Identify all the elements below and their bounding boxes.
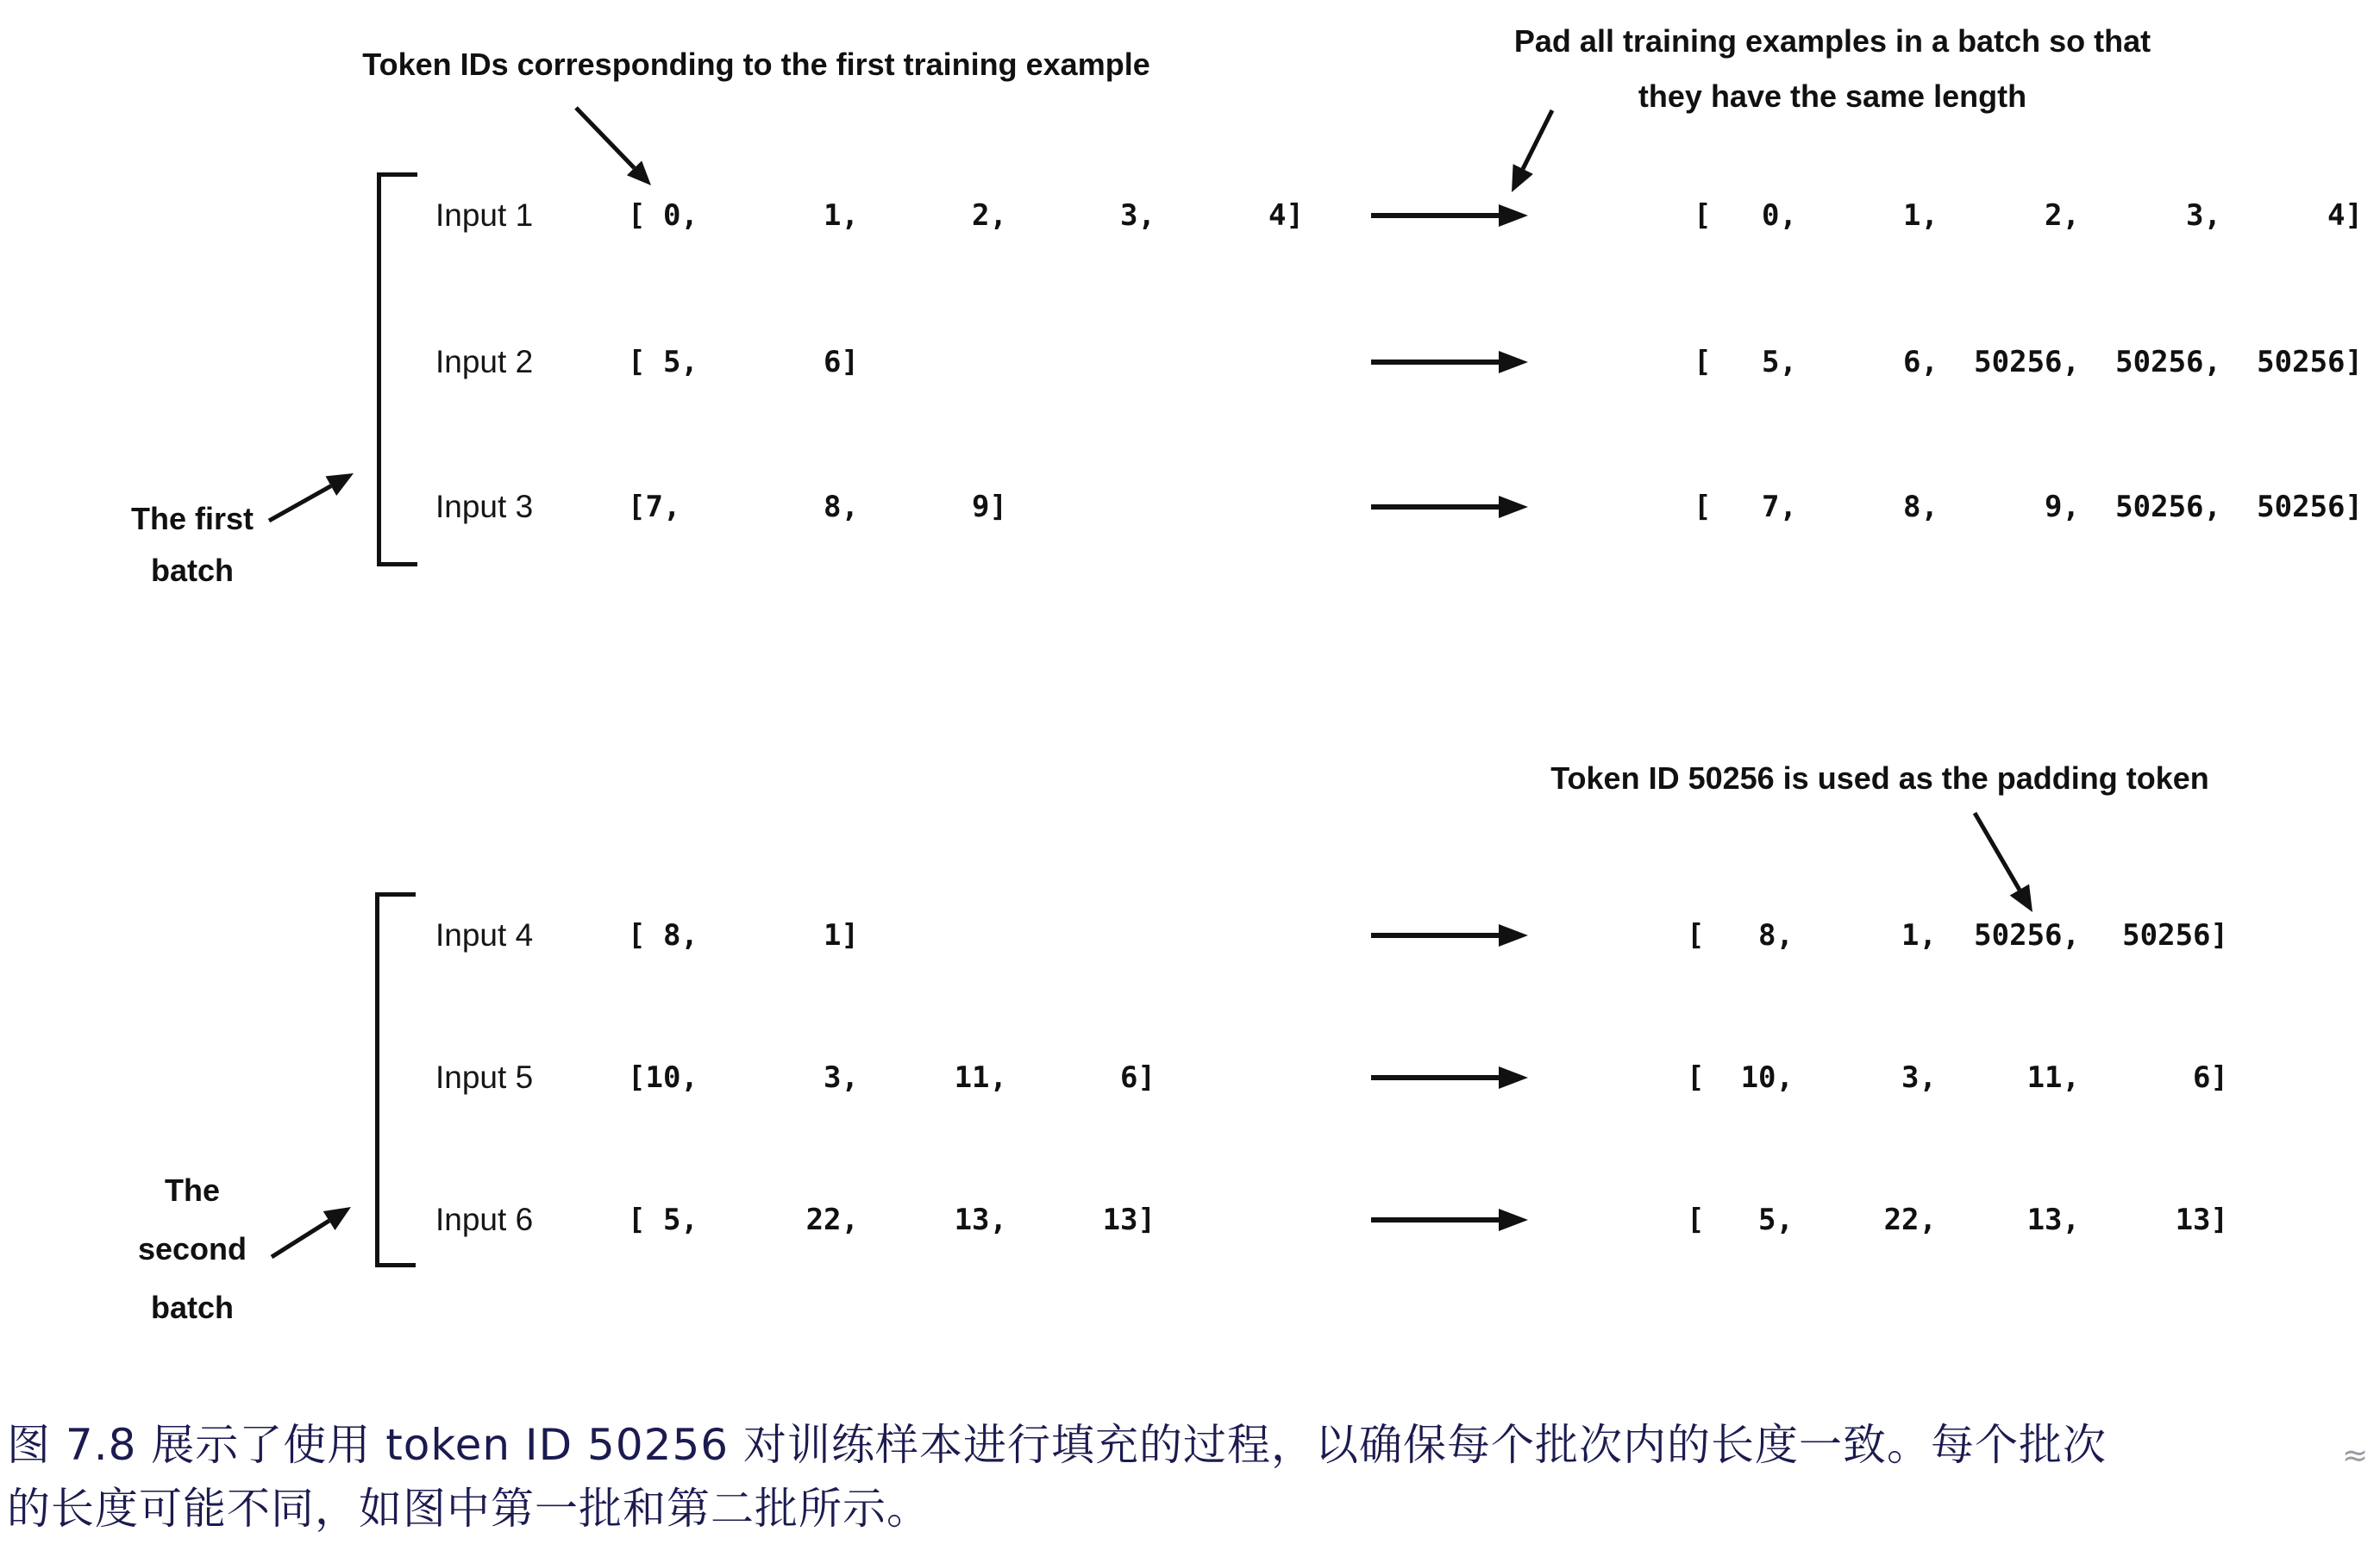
token: [7,: [628, 490, 681, 524]
token: 50256]: [2257, 490, 2363, 524]
caption-end-mark: ≈: [2342, 1438, 2369, 1473]
pad-batch-arrow: [1500, 99, 1561, 203]
token: 1]: [824, 918, 859, 953]
row2-transform-arrow: [1371, 348, 1531, 376]
token: 10,: [1740, 1060, 1794, 1095]
input2-padded-array: [1694, 336, 2363, 388]
input5-padded-array: [1687, 1052, 2228, 1104]
token: 13]: [1102, 1203, 1156, 1237]
open-bracket: [: [1694, 490, 1712, 524]
token: 22,: [805, 1203, 859, 1237]
token: 50256]: [2122, 918, 2228, 953]
second-batch-label-line2: second: [137, 1231, 247, 1266]
token: 3,: [2186, 198, 2221, 233]
input2-label: Input 2: [435, 344, 534, 379]
token: 6]: [824, 345, 859, 379]
input5-label: Input 5: [435, 1060, 534, 1095]
open-bracket: [: [1687, 1203, 1705, 1237]
first-batch-bracket: [377, 172, 417, 566]
token: [ 8,: [628, 918, 698, 953]
input4-token-array: [628, 910, 859, 961]
token: 5,: [1758, 1203, 1794, 1237]
token: [ 5,: [628, 345, 698, 379]
open-bracket: [: [1687, 1060, 1705, 1095]
open-bracket: [: [1694, 198, 1712, 233]
annotation-pad-line2: they have the same length: [1638, 78, 2027, 114]
token-ids-arrow: [565, 97, 664, 196]
token: 5,: [1762, 345, 1797, 379]
token: 50256,: [2115, 345, 2221, 379]
token: 6,: [1903, 345, 1938, 379]
annotation-pad-batch: [1479, 14, 2186, 124]
token: [10,: [628, 1060, 698, 1095]
row5-transform-arrow: [1371, 1064, 1531, 1091]
token: 9,: [2045, 490, 2080, 524]
token: 6]: [2193, 1060, 2228, 1095]
token: 8,: [1903, 490, 1938, 524]
second-batch-label: [110, 1161, 274, 1337]
input1-token-array: [628, 190, 1304, 241]
first-batch-label-line1: The first: [130, 501, 254, 536]
input6-label: Input 6: [435, 1202, 534, 1237]
input6-token-array: [628, 1194, 1156, 1246]
open-bracket: [: [1687, 918, 1705, 953]
second-batch-label-line3: batch: [150, 1290, 234, 1325]
token: 13,: [2026, 1203, 2080, 1237]
input3-padded-array: [1694, 481, 2363, 533]
input6-padded-array: [1687, 1194, 2228, 1246]
row6-transform-arrow: [1371, 1206, 1531, 1234]
row4-transform-arrow: [1371, 922, 1531, 949]
caption-line2: 的长度可能不同，如图中第一批和第二批所示。: [7, 1484, 930, 1534]
second-batch-label-line1: The: [164, 1172, 220, 1208]
input3-token-array: [628, 481, 1007, 533]
open-bracket: [: [1694, 345, 1712, 379]
token: 11,: [954, 1060, 1007, 1095]
token: 13,: [954, 1203, 1007, 1237]
row1-transform-arrow: [1371, 202, 1531, 229]
token: 50256]: [2257, 345, 2363, 379]
row3-transform-arrow: [1371, 493, 1531, 521]
first-batch-label-line2: batch: [150, 553, 234, 588]
first-batch-label: [110, 493, 274, 597]
second-batch-bracket: [375, 892, 416, 1267]
padding-token-arrow: [1966, 802, 2044, 922]
token: 3,: [1120, 198, 1156, 233]
annotation-pad-line1: Pad all training examples in a batch so that: [1513, 23, 2151, 59]
input1-padded-array: [1694, 190, 2363, 241]
token: 7,: [1762, 490, 1797, 524]
first-batch-arrow: [259, 466, 362, 530]
token: 50256,: [1974, 918, 2080, 953]
token: 8,: [824, 490, 859, 524]
token: 1,: [1903, 198, 1938, 233]
token: 22,: [1883, 1203, 1937, 1237]
token: 1,: [1901, 918, 1937, 953]
token: 0,: [1762, 198, 1797, 233]
input1-label: Input 1: [435, 197, 534, 233]
token: 3,: [1901, 1060, 1937, 1095]
token: 2,: [972, 198, 1007, 233]
token: 50256,: [2115, 490, 2221, 524]
token: 8,: [1758, 918, 1794, 953]
token: 13]: [2175, 1203, 2228, 1237]
annotation-token-ids: Token IDs corresponding to the first training example: [362, 47, 1150, 82]
token: 3,: [824, 1060, 859, 1095]
second-batch-arrow: [261, 1200, 360, 1263]
token: 4]: [2327, 198, 2363, 233]
input4-label: Input 4: [435, 917, 534, 953]
input2-token-array: [628, 336, 859, 388]
token: 6]: [1120, 1060, 1156, 1095]
token: 11,: [2026, 1060, 2080, 1095]
token: 1,: [824, 198, 859, 233]
annotation-padding-token: Token ID 50256 is used as the padding token: [1550, 760, 2209, 796]
input3-label: Input 3: [435, 489, 534, 524]
token: 9]: [972, 490, 1007, 524]
caption-line1: 图 7.8 展示了使用 token ID 50256 对训练样本进行填充的过程，以确保每个批次内的长度一致。每个批次: [7, 1420, 2108, 1470]
token: [ 5,: [628, 1203, 698, 1237]
token: 4]: [1268, 198, 1304, 233]
token: 2,: [2045, 198, 2080, 233]
input4-padded-array: [1687, 910, 2228, 961]
token: [ 0,: [628, 198, 698, 233]
token: 50256,: [1974, 345, 2080, 379]
input5-token-array: [628, 1052, 1156, 1104]
